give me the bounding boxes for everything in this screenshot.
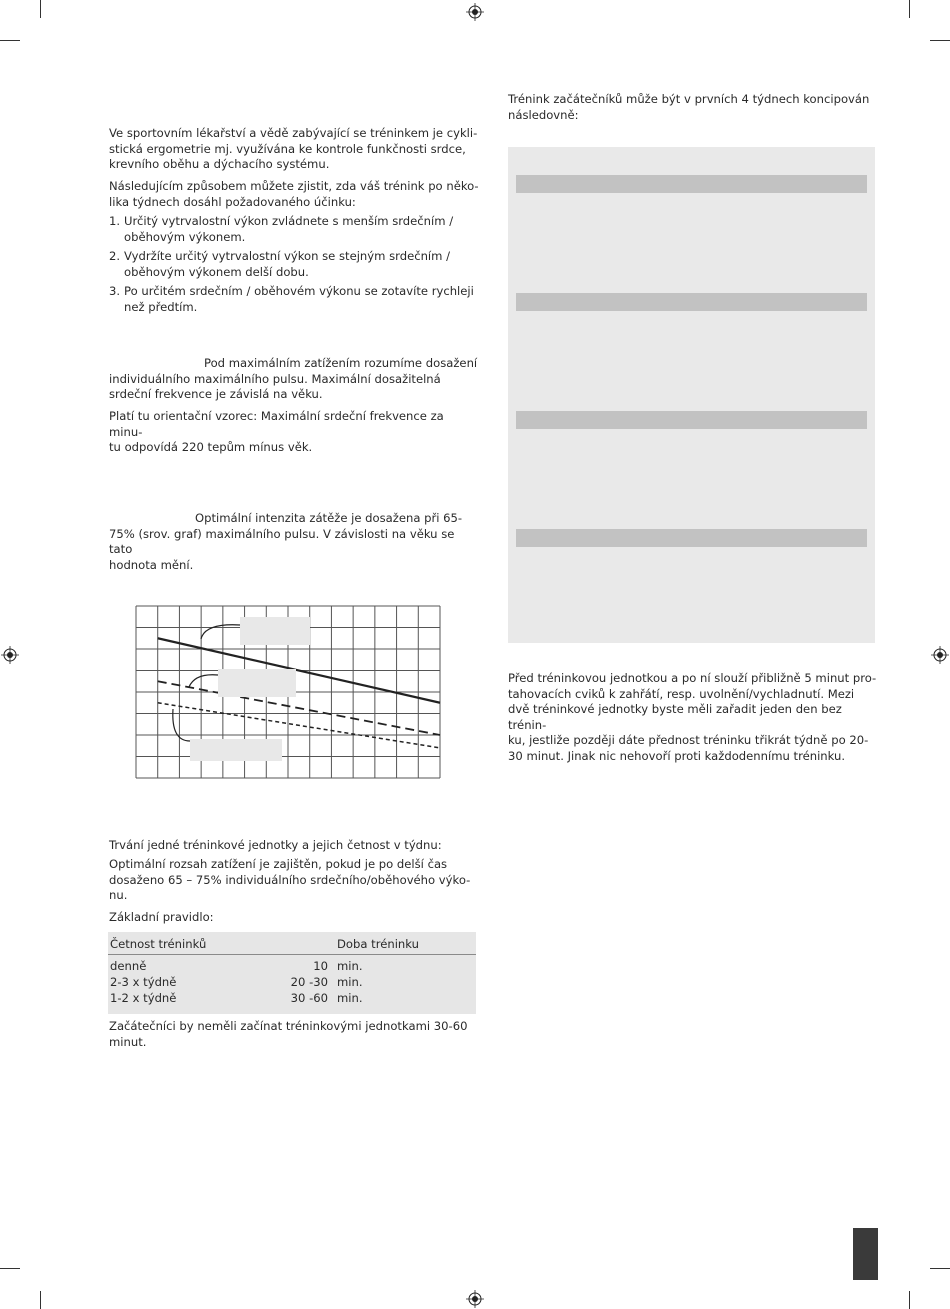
registration-mark-icon bbox=[466, 3, 484, 21]
callout-leader bbox=[189, 675, 218, 687]
plan-week-bar bbox=[516, 293, 867, 311]
duration-heading: Trvání jedné tréninkové jednotky a jejich četnost v týdnu: bbox=[109, 838, 442, 852]
training-table bbox=[108, 932, 476, 1014]
duration-paragraph: Optimální rozsah zatížení je zajištěn, pokud je po delší čas dosaženo 65 – 75% individuálního srdečního/oběhového výko- nu. bbox=[109, 857, 471, 902]
series-line-2 bbox=[158, 681, 440, 735]
rule-label: Základní pravidlo: bbox=[109, 910, 214, 924]
callout-leader bbox=[201, 625, 240, 639]
registration-mark-icon bbox=[466, 1290, 484, 1308]
frequency-cell: 1-2 x týdně bbox=[110, 991, 177, 1005]
crop-mark bbox=[0, 1268, 20, 1269]
training-plan-panel bbox=[508, 147, 875, 643]
crop-mark bbox=[40, 0, 41, 18]
callout-label-box bbox=[218, 669, 296, 697]
heart-rate-chart bbox=[135, 605, 441, 779]
unit-cell: min. bbox=[337, 991, 363, 1005]
beginner-plan-intro: Trénink začátečníků může být v prvních 4 týdnech koncipován následovně: bbox=[508, 92, 870, 122]
page-tab bbox=[853, 1228, 878, 1280]
table-row bbox=[108, 959, 476, 975]
unit-cell: min. bbox=[337, 975, 363, 989]
registration-mark-icon bbox=[931, 646, 949, 664]
intro2-paragraph: Následujícím způsobem můžete zjistit, zda váš trénink po něko- lika týdnech dosáhl požadovaného účinku: bbox=[109, 179, 479, 209]
callout-label-box bbox=[240, 617, 310, 645]
registration-mark-icon bbox=[1, 646, 19, 664]
list-item: 3. Po určitém srdečním / oběhovém výkonu se zotavíte rychleji než předtím. bbox=[109, 284, 474, 314]
plan-week-bar bbox=[516, 529, 867, 547]
column-header-frequency: Četnost tréninků bbox=[110, 937, 207, 951]
list-item: 1. Určitý vytrvalostní výkon zvládnete s menším srdečním / oběhovým výkonem. bbox=[109, 214, 454, 244]
formula-paragraph: Platí tu orientační vzorec: Maximální srdeční frekvence za minu- tu odpovídá 220 tepům mínus věk. bbox=[109, 409, 444, 454]
intro-paragraph: Ve sportovním lékařství a vědě zabývající se tréninkem je cykli- stická ergometrie mj. využívána ke kontrole funkčnosti srdce, krevního oběhu a dýchacího systému. bbox=[109, 126, 478, 171]
duration-value-cell: 20 -30 bbox=[290, 975, 328, 989]
table-header bbox=[108, 932, 476, 955]
unit-cell: min. bbox=[337, 959, 363, 973]
plan-week-bar bbox=[516, 411, 867, 429]
crop-mark bbox=[40, 1291, 41, 1309]
effect-list bbox=[109, 214, 479, 319]
optimal-intensity-paragraph: Optimální intenzita zátěže je dosažena při 65- 75% (srov. graf) maximálního pulsu. V závislosti na věku se tato hodnota mění. bbox=[109, 511, 463, 572]
duration-value-cell: 30 -60 bbox=[290, 991, 328, 1005]
beginners-note: Začátečníci by neměli začínat tréninkovými jednotkami 30-60 minut. bbox=[109, 1019, 468, 1049]
table-row bbox=[108, 991, 476, 1007]
callout-label-box bbox=[190, 739, 282, 761]
table-row bbox=[108, 975, 476, 991]
crop-mark bbox=[0, 40, 20, 41]
frequency-cell: 2-3 x týdně bbox=[110, 975, 177, 989]
plan-week-bar bbox=[516, 175, 867, 193]
warmup-paragraph: Před tréninkovou jednotkou a po ní slouží přibližně 5 minut pro- tahovacích cviků k zahřátí, resp. uvolnění/vychladnutí. Mezi dvě tréninkové jednotky byste měli zařadit jeden den bez trénin- ku, jestliže později dáte přednost tréninku třikrát týdně po 20- 30 minut. Jinak nic nehovoří proti každodennímu tréninku. bbox=[508, 671, 877, 763]
crop-mark bbox=[909, 0, 910, 18]
duration-value-cell: 10 bbox=[313, 959, 328, 973]
column-header-duration: Doba tréninku bbox=[337, 937, 419, 951]
crop-mark bbox=[930, 1268, 950, 1269]
frequency-cell: denně bbox=[110, 959, 147, 973]
crop-mark bbox=[930, 40, 950, 41]
list-item: 2. Vydržíte určitý vytrvalostní výkon se stejným srdečním / oběhovým výkonem delší dobu. bbox=[109, 249, 451, 279]
crop-mark bbox=[909, 1291, 910, 1309]
max-load-paragraph: Pod maximálním zatížením rozumíme dosažení individuálního maximálního pulsu. Maximální dosažitelná srdeční frekvence je závislá na věku. bbox=[109, 356, 478, 401]
